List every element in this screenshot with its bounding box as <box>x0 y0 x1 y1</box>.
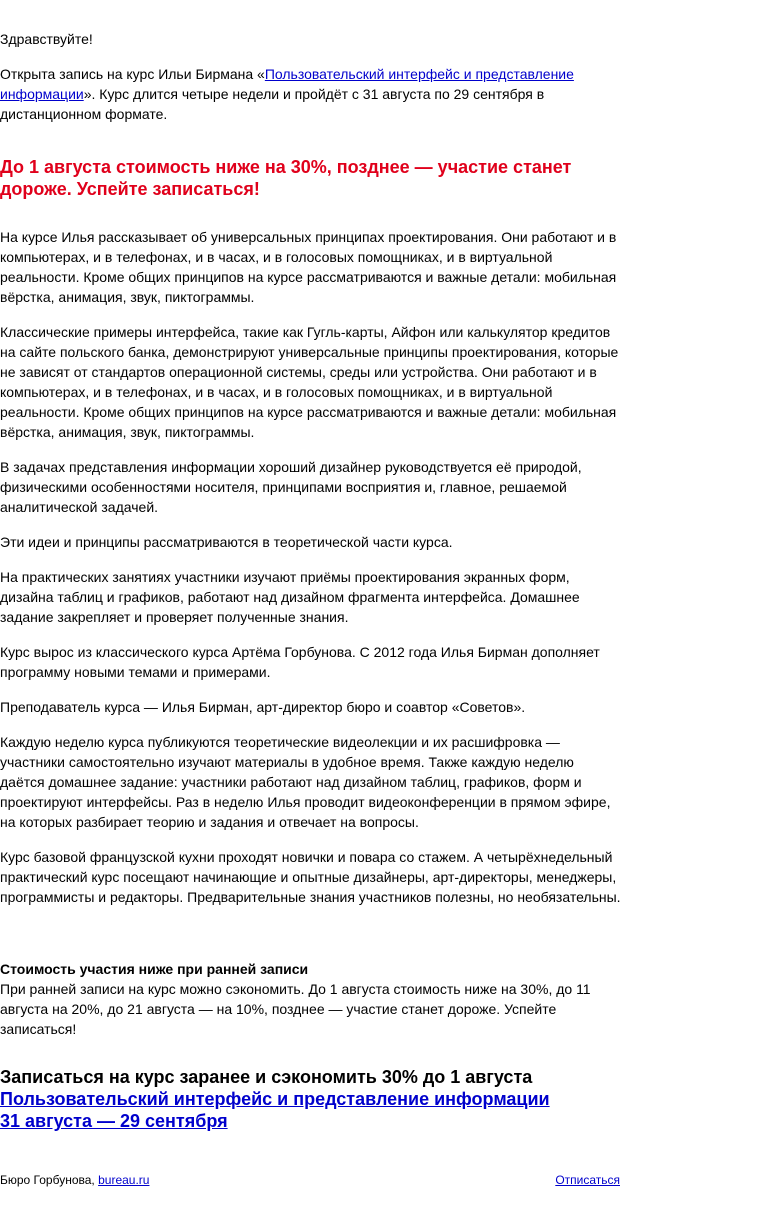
paragraph: Курс базовой французской кухни проходят новички и повара со стажем. А четырёхнедельный практический курс посещают начинающие и опытные дизайнеры, арт-директоры, менеджеры, программисты и редакторы. Предварительные знания участников полезны, но необязательны. <box>0 849 621 905</box>
price-text: При ранней записи на курс можно сэкономить. До 1 августа стоимость ниже на 30%, до 11 августа на 20%, до 21 августа — на 10%, позднее — участие станет дороже. Успейте записаться! <box>0 981 591 1037</box>
unsubscribe-link[interactable]: Отписаться <box>555 1173 620 1187</box>
paragraph: На практических занятиях участники изучают приёмы проектирования экранных форм, дизайна таблиц и графиков, работают над дизайном фрагмента интерфейса. Домашнее задание закрепляет и проверяет полученные знания. <box>0 569 580 625</box>
paragraph: Эти идеи и принципы рассматриваются в теоретической части курса. <box>0 534 453 550</box>
paragraph: Преподаватель курса — Илья Бирман, арт-директор бюро и соавтор «Советов». <box>0 699 526 715</box>
intro-text-after: ». Курс длится четыре недели и пройдёт с 31 августа по 29 сентября в дистанционном формате. <box>0 86 545 122</box>
greeting: Здравствуйте! <box>0 31 93 47</box>
paragraph: В задачах представления информации хороший дизайнер руководствуется её природой, физическими особенностями носителя, принципами восприятия и, главное, решаемой аналитической задачей. <box>0 459 582 515</box>
cta-heading: Записаться на курс заранее и сэкономить 30% до 1 августа <box>0 1067 533 1087</box>
intro-text-before: Открыта запись на курс Ильи Бирмана « <box>0 66 265 82</box>
course-description <box>0 227 622 922</box>
cta-course-link[interactable]: Пользовательский интерфейс и представление информации <box>0 1089 550 1109</box>
course-link[interactable]: Пользовательский интерфейс и представление информации <box>0 66 574 102</box>
intro-paragraph <box>0 64 600 124</box>
price-section <box>0 959 620 1039</box>
price-heading: Стоимость участия ниже при ранней записи <box>0 961 309 977</box>
promo-heading: До 1 августа стоимость ниже на 30%, позднее — участие станет дороже. Успейте записаться! <box>0 157 572 199</box>
site-link[interactable]: bureau.ru <box>98 1173 150 1187</box>
paragraph: На курсе Илья рассказывает об универсальных принципах проектирования. Они работают и в компьютерах, и в телефонах, и в часах, и в голосовых помощниках, и в виртуальной реальности. Кроме общих принципов на курсе рассматриваются и важные детали: мобильная вёрстка, анимация, звук, пиктограммы. <box>0 229 617 305</box>
paragraph: Каждую неделю курса публикуются теоретические видеолекции и их расшифровка — участники самостоятельно изучают материалы в удобное время. Также каждую неделю даётся домашнее задание: участники работают над дизайном таблиц, графиков, форм и проектируют интерфейсы. Раз в неделю Илья проводит видеоконференции в прямом эфире, на которых разбирает теорию и задания и отвечает на вопросы. <box>0 734 611 830</box>
cta-dates-link[interactable]: 31 августа — 29 сентября <box>0 1111 228 1131</box>
footer-company: Бюро Горбунова, <box>0 1173 99 1187</box>
signup-cta <box>0 1066 620 1132</box>
paragraph: Курс вырос из классического курса Артёма Горбунова. С 2012 года Илья Бирман дополняет программу новыми темами и примерами. <box>0 644 600 680</box>
paragraph: Классические примеры интерфейса, такие как Гугль-карты, Айфон или калькулятор кредитов на сайте польского банка, демонстрируют универсальные принципы проектирования, которые не зависят от стандартов операционной системы, среды или устройства. Они работают и в компьютерах, и в телефонах, и в часах, и в голосовых помощниках, и в виртуальной реальности. Кроме общих принципов на курсе рассматриваются и важные детали: мобильная вёрстка, анимация, звук, пиктограммы. <box>0 324 619 440</box>
footer <box>0 1172 620 1188</box>
